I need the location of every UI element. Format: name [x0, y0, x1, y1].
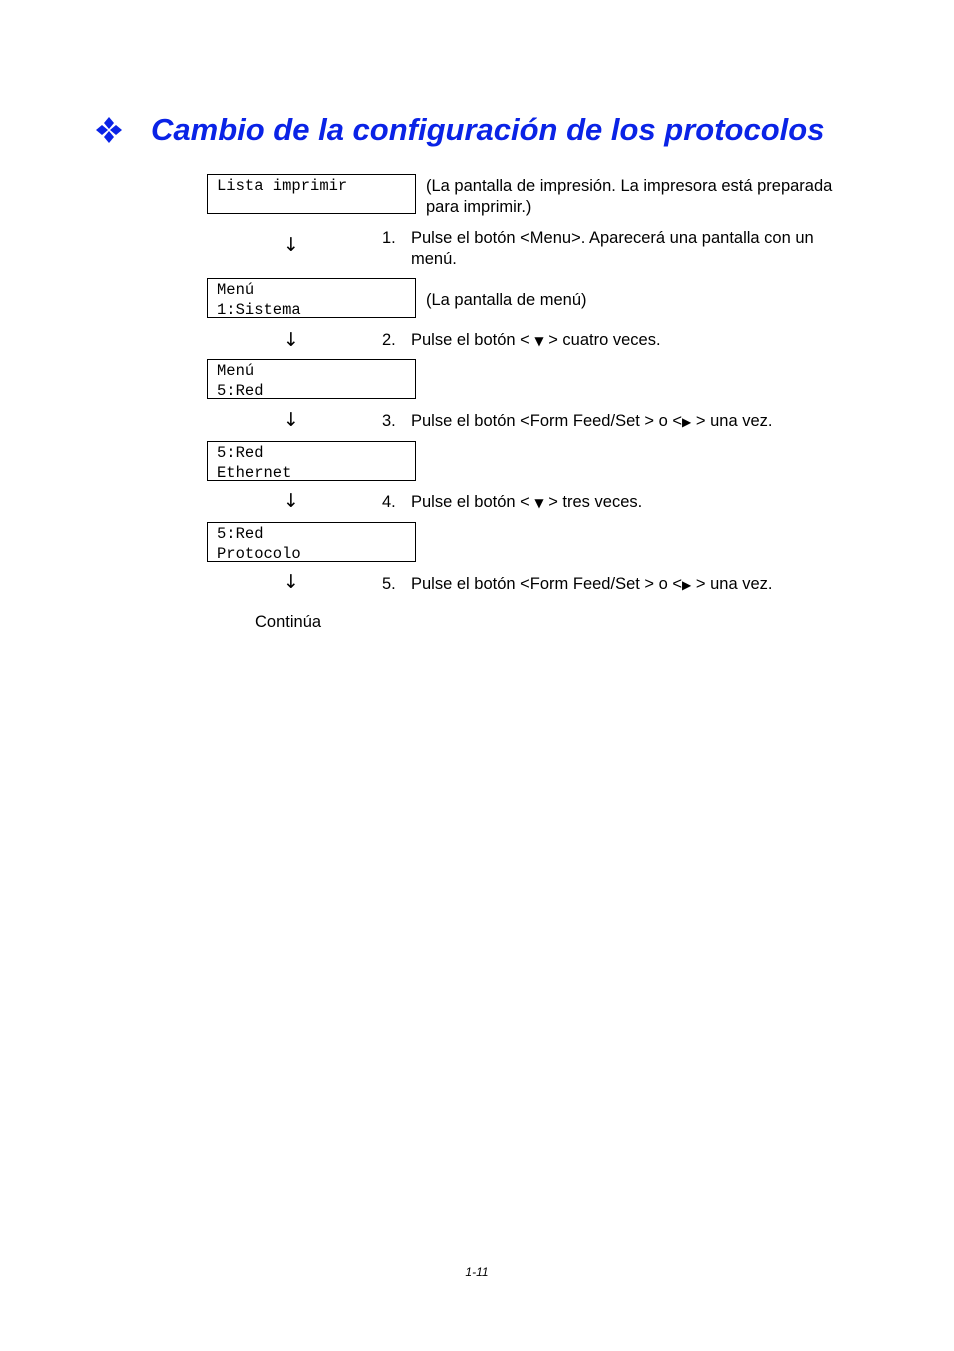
down-arrow-icon: ↓ [283, 409, 299, 431]
step-5 [382, 574, 852, 596]
lcd-line-2: Protocolo [217, 545, 301, 563]
page-number: 1-11 [465, 1265, 489, 1279]
lcd-line-1: Lista imprimir [217, 177, 348, 195]
lcd-screen-network-protocol [207, 522, 416, 562]
step-text: Pulse el botón <Form Feed/Set > o <▶ > una vez. [411, 412, 773, 430]
step-number: 3. [382, 412, 396, 430]
right-triangle-icon: ▶ [682, 415, 692, 429]
lcd-screen-network-ethernet [207, 441, 416, 481]
down-arrow-icon: ↓ [283, 571, 299, 593]
lcd-line-1: Menú [217, 362, 255, 380]
continue-label: Continúa [255, 613, 322, 631]
lcd-line-2: 1:Sistema [217, 301, 301, 319]
section-title [95, 112, 915, 148]
lcd-screen-menu-network [207, 359, 416, 399]
lcd-line-2: Ethernet [217, 464, 292, 482]
down-triangle-icon: ▼ [534, 496, 544, 510]
screen-note: (La pantalla de impresión. La impresora está preparada para imprimir.) [426, 177, 833, 216]
step-3 [382, 411, 852, 433]
step-text: Pulse el botón < ▼ > tres veces. [411, 493, 643, 511]
page-title: Cambio de la configuración de los protocolos [151, 112, 825, 147]
step-text: Pulse el botón < ▼ > cuatro veces. [411, 331, 661, 349]
step-number: 2. [382, 331, 396, 349]
step-number: 1. [382, 229, 396, 247]
lcd-screen-ready [207, 174, 416, 214]
step-1 [382, 228, 852, 270]
down-arrow-icon: ↓ [283, 329, 299, 351]
down-triangle-icon: ▼ [534, 334, 544, 348]
down-arrow-icon: ↓ [283, 490, 299, 512]
step-number: 5. [382, 575, 396, 593]
step-number: 4. [382, 493, 396, 511]
step-text: Pulse el botón <Menu>. Aparecerá una pantalla con un menú. [411, 229, 814, 268]
step-4 [382, 492, 852, 514]
lcd-line-1: Menú [217, 281, 255, 299]
lcd-screen-menu-system [207, 278, 416, 318]
screen-note: (La pantalla de menú) [426, 291, 587, 309]
step-2 [382, 330, 852, 352]
lcd-line-1: 5:Red [217, 525, 264, 543]
lcd-line-2: 5:Red [217, 382, 264, 400]
right-triangle-icon: ▶ [682, 578, 692, 592]
lcd-line-1: 5:Red [217, 444, 264, 462]
down-arrow-icon: ↓ [283, 234, 299, 256]
four-diamond-icon [95, 116, 123, 144]
step-text: Pulse el botón <Form Feed/Set > o <▶ > una vez. [411, 575, 773, 593]
